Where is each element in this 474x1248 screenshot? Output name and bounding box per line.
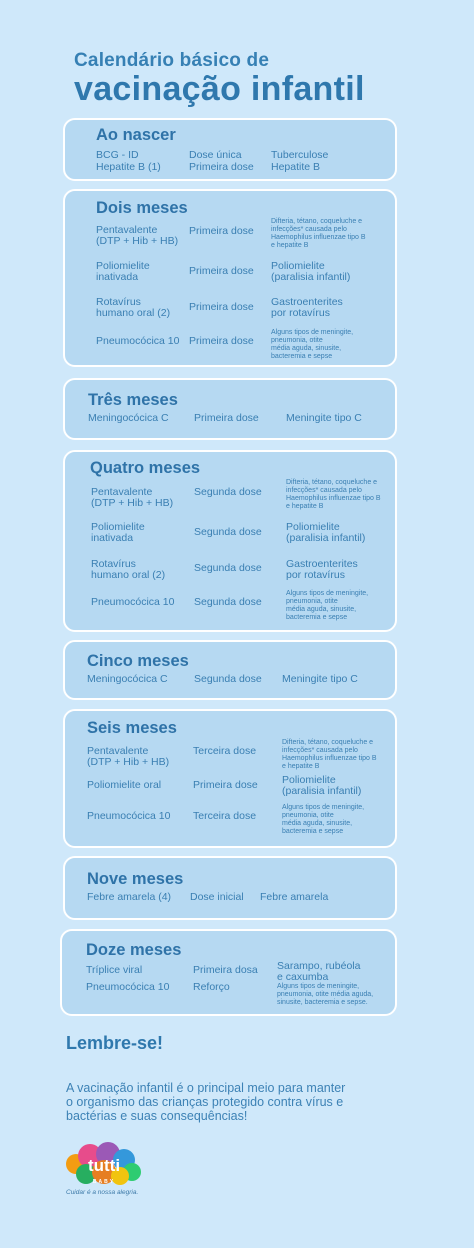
card-seis-meses [63, 709, 397, 848]
card-quatro-meses [63, 450, 397, 632]
card-title: Ao nascer [96, 126, 176, 144]
vaccine-name: Pentavalente (DTP + Hib + HB) [87, 745, 170, 768]
disease-label: Sarampo, rubéola e caxumba [277, 960, 361, 983]
card-dois-meses [63, 189, 397, 367]
disease-label: Alguns tipos de meningite, pneumonia, otite média aguda, sinusite, bacteremia e sepse [271, 329, 354, 360]
disease-label: Difteria, tétano, coqueluche e infecções* causada pelo Haemophilus influenzae tipo B e hepatite B [282, 739, 377, 770]
dose-label: Dose única [189, 149, 242, 161]
disease-label: Hepatite B [271, 161, 321, 173]
dose-label: Primeira dose [189, 335, 254, 347]
disease-label: Meningite tipo C [282, 673, 358, 685]
dose-label: Primeira dose [189, 301, 254, 313]
tagline: Cuidar é a nossa alegria. [66, 1189, 139, 1196]
card-title: Dois meses [96, 199, 188, 217]
vaccine-name: Meningocócica C [87, 673, 168, 685]
disease-label: Poliomielite (paralisia infantil) [282, 774, 362, 797]
vaccine-name: Febre amarela (4) [87, 891, 172, 903]
dose-label: Segunda dose [194, 673, 262, 685]
disease-label: Poliomielite (paralisia infantil) [271, 260, 351, 283]
dose-label: Primeira dose [189, 161, 254, 173]
vaccine-name: Pentavalente (DTP + Hib + HB) [96, 224, 179, 247]
disease-label: Alguns tipos de meningite, pneumonia, otite média aguda, sinusite, bacteremia e sepse. [277, 983, 374, 1006]
vaccine-name: Pneumocócica 10 [96, 335, 180, 347]
remember-text: A vacinação infantil é o principal meio para manter o organismo das crianças protegido contra vírus e bactérias e suas consequências! [66, 1081, 346, 1123]
card-title: Doze meses [86, 941, 182, 959]
disease-label: Febre amarela [260, 891, 329, 903]
dose-label: Segunda dose [194, 596, 262, 608]
vaccine-name: Poliomielite oral [87, 779, 162, 791]
logo-text: tutti [87, 1156, 121, 1175]
page-title [74, 50, 365, 106]
card-ao-nascer [63, 118, 397, 181]
disease-label: Gastroenterites por rotavírus [286, 558, 358, 581]
disease-label: Difteria, tétano, coqueluche e infecções* causada pelo Haemophilus influenzae tipo B e hepatite B [286, 479, 381, 510]
disease-label: Poliomielite (paralisia infantil) [286, 521, 366, 544]
vaccine-name: Tríplice viral [86, 964, 143, 976]
dose-label: Primeira dosa [193, 964, 258, 976]
disease-label: Tuberculose [271, 149, 329, 161]
vaccine-name: Rotavírus humano oral (2) [91, 558, 166, 581]
card-title: Três meses [88, 391, 178, 409]
vaccine-name: Poliomielite inativada [91, 521, 145, 544]
disease-label: Gastroenterites por rotavírus [271, 296, 343, 319]
dose-label: Reforço [193, 981, 230, 993]
dose-label: Segunda dose [194, 486, 262, 498]
dose-label: Dose inicial [190, 891, 244, 903]
dose-label: Primeira dose [193, 779, 258, 791]
vaccine-name: Pneumocócica 10 [91, 596, 175, 608]
card-cinco-meses [63, 640, 397, 700]
card-tres-meses [63, 378, 397, 440]
dose-label: Segunda dose [194, 526, 262, 538]
card-title: Quatro meses [90, 459, 201, 477]
vaccine-name: Pneumocócica 10 [86, 981, 170, 993]
dose-label: Terceira dose [193, 745, 257, 757]
dose-label: Terceira dose [193, 810, 257, 822]
dose-label: Primeira dose [189, 225, 254, 237]
dose-label: Primeira dose [194, 412, 259, 424]
card-title: Nove meses [87, 870, 184, 888]
disease-label: Difteria, tétano, coqueluche e infecções* causada pelo Haemophilus influenzae tipo B e hepatite B [271, 218, 366, 249]
vaccine-name: BCG - ID [96, 149, 139, 161]
logo-subtext: BABY [92, 1179, 116, 1185]
disease-label: Alguns tipos de meningite, pneumonia, otite média aguda, sinusite, bacteremia e sepse [282, 804, 365, 835]
vaccine-name: Hepatite B (1) [96, 161, 161, 173]
vaccine-name: Poliomielite inativada [96, 260, 150, 283]
tutti-logo-icon [64, 1140, 144, 1192]
card-nove-meses [63, 856, 397, 920]
dose-label: Segunda dose [194, 562, 262, 574]
vaccine-name: Pneumocócica 10 [87, 810, 171, 822]
title-line-1: Calendário básico de [74, 50, 270, 71]
dose-label: Primeira dose [189, 265, 254, 277]
vaccine-name: Meningocócica C [88, 412, 169, 424]
card-doze-meses [60, 929, 397, 1016]
disease-label: Meningite tipo C [286, 412, 362, 424]
title-line-2: vacinação infantil [74, 70, 365, 108]
vaccine-name: Rotavírus humano oral (2) [96, 296, 171, 319]
card-title: Cinco meses [87, 652, 189, 670]
remember-heading: Lembre-se! [66, 1033, 164, 1053]
vaccine-name: Pentavalente (DTP + Hib + HB) [91, 486, 174, 509]
disease-label: Alguns tipos de meningite, pneumonia, otite média aguda, sinusite, bacteremia e sepse [286, 590, 369, 621]
card-title: Seis meses [87, 719, 177, 737]
